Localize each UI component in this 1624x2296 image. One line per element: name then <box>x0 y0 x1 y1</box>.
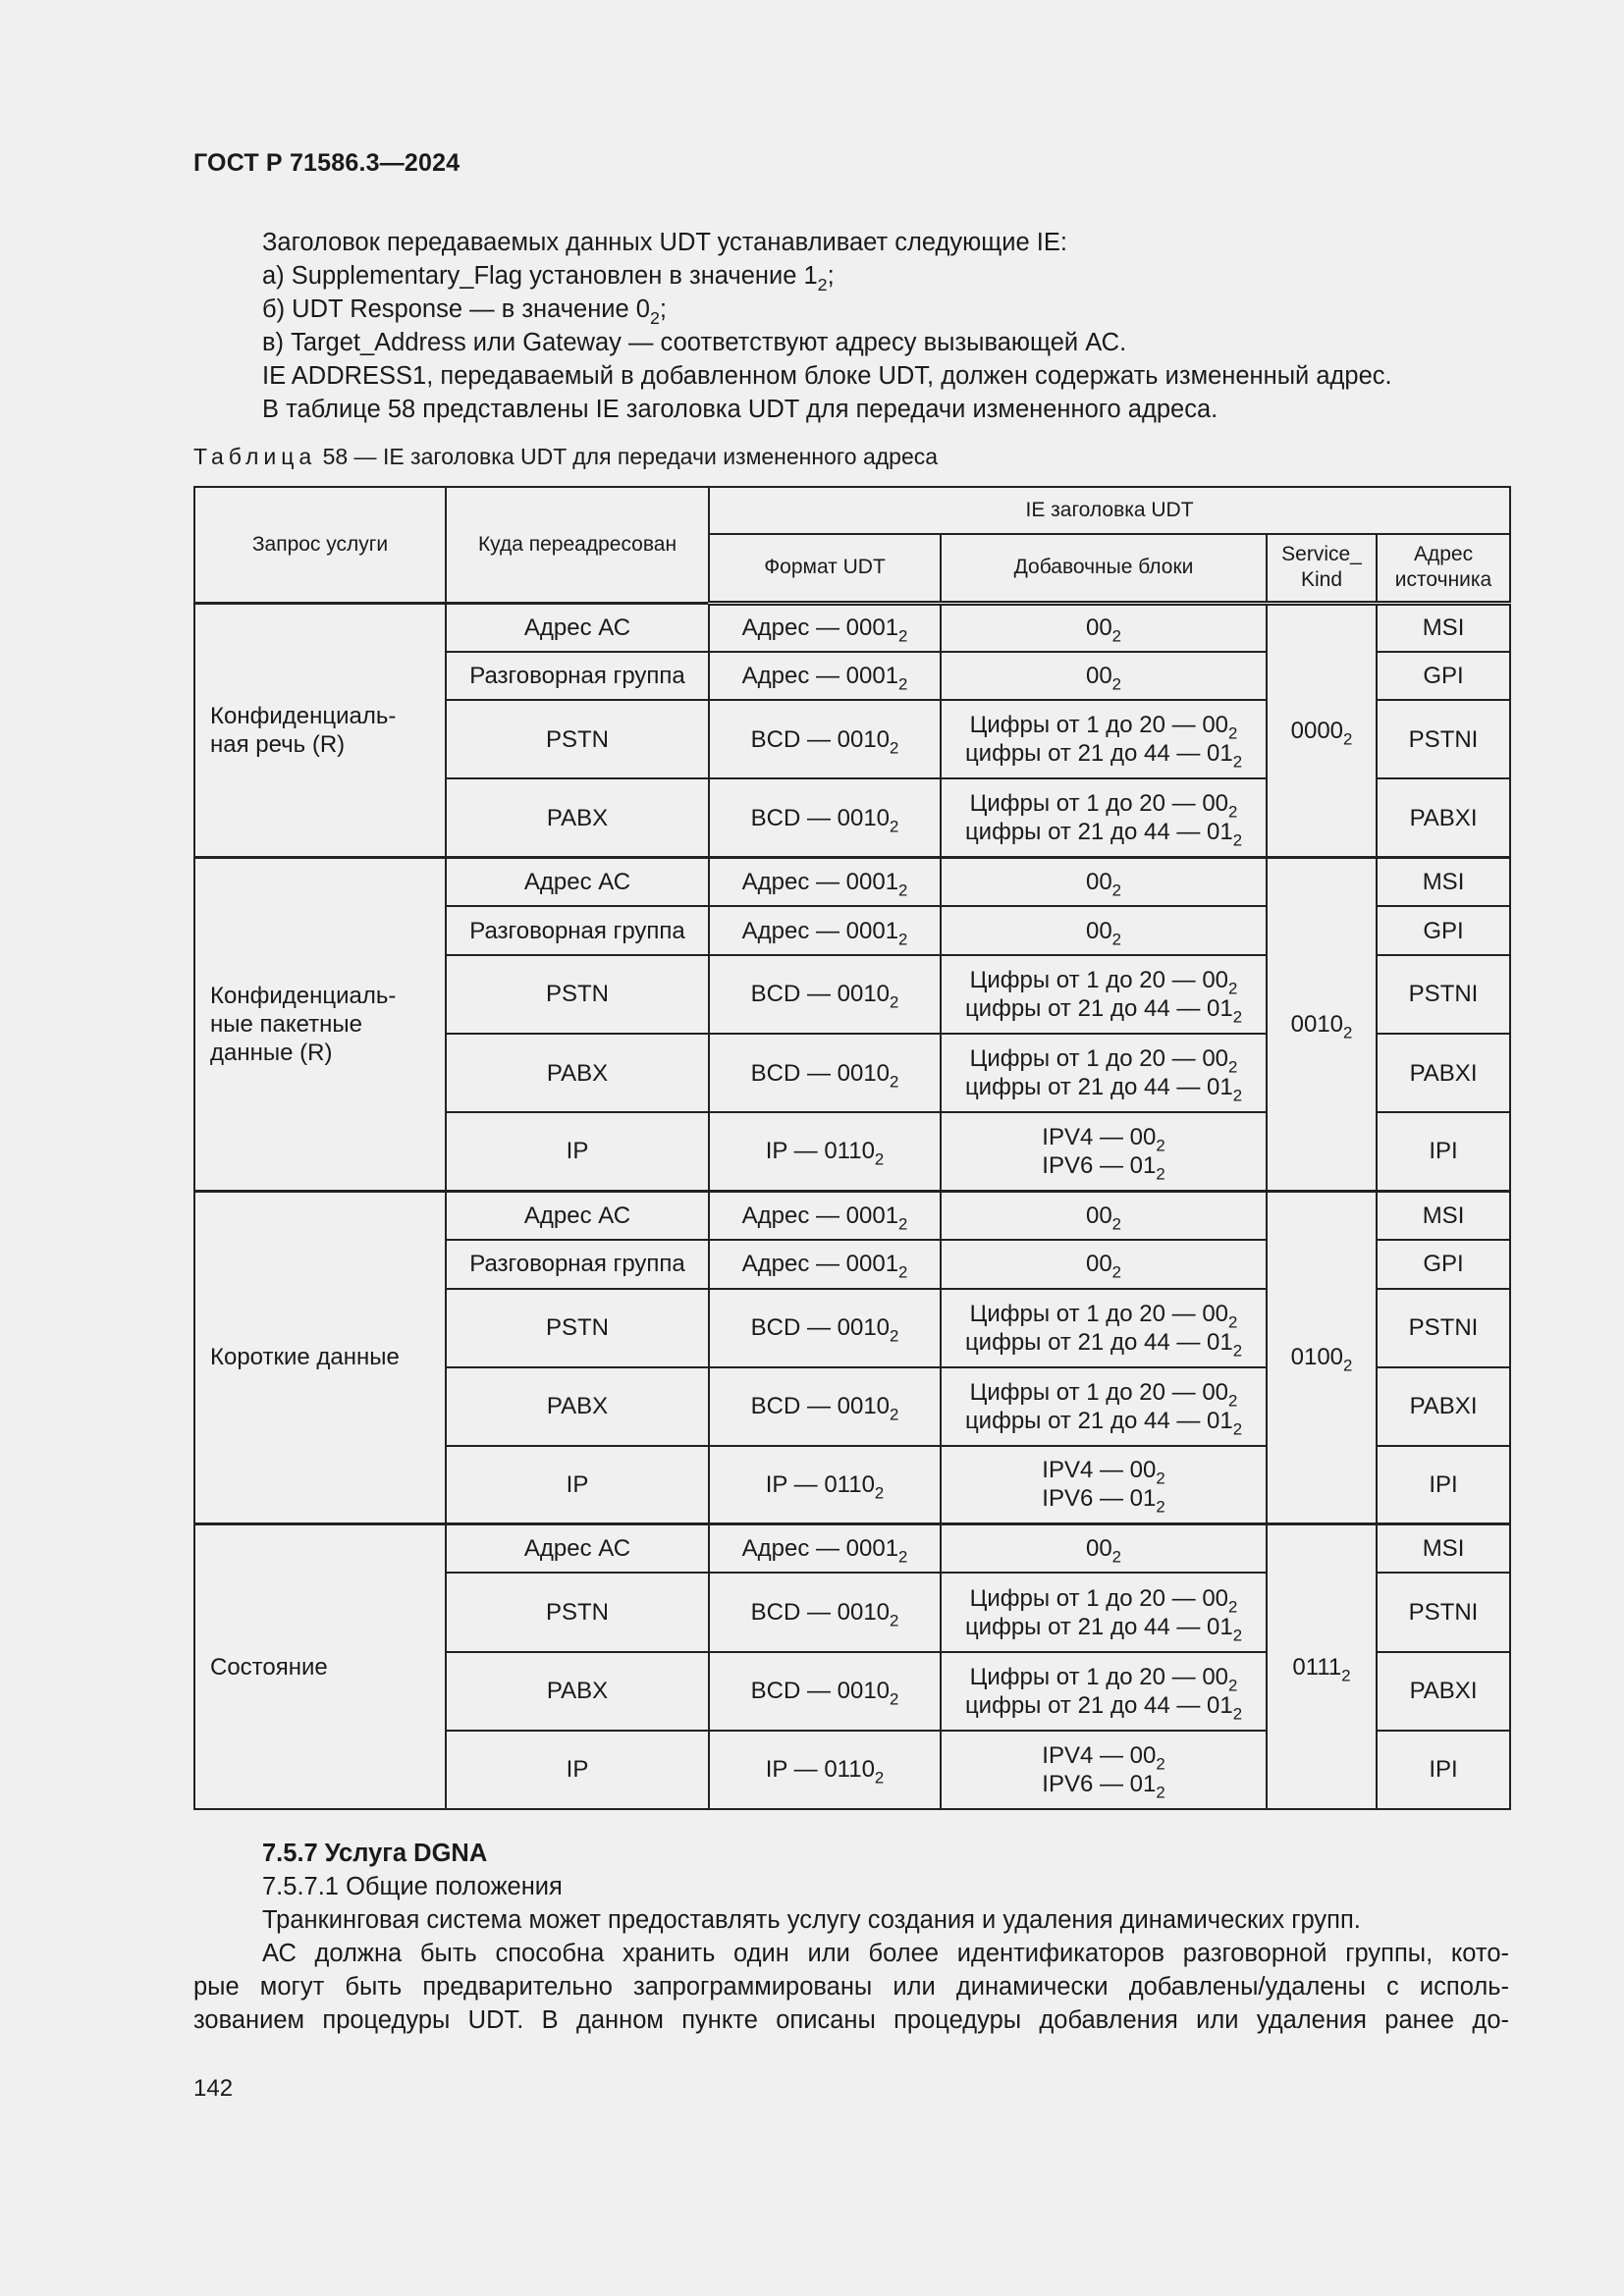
cell-source: PABXI <box>1377 1652 1510 1731</box>
cell-blocks: Цифры от 1 до 20 — $00_2$ цифры от 21 до 44 — $01_2$ <box>941 1367 1267 1446</box>
cell-source: IPI <box>1377 1731 1510 1809</box>
cell-destination: PABX <box>446 1034 709 1112</box>
cell-format: Адрес — $0001_2$ <box>709 1240 941 1289</box>
paragraph-line: зованием процедуры UDT. В данном пункте описаны процедуры добавления или удаления ранее до- <box>193 2006 1509 2034</box>
section-heading: 7.5.7 Услуга DGNA <box>262 1840 488 1867</box>
cell-destination: PABX <box>446 1367 709 1446</box>
paragraph-line: АС должна быть способна хранить один или более идентификаторов разговорной группы, кото- <box>262 1940 1509 1967</box>
page-number: 142 <box>193 2075 234 2102</box>
cell-destination: PSTN <box>446 1289 709 1367</box>
cell-format: BCD — $0010_2$ <box>709 1573 941 1651</box>
cell-source: GPI <box>1377 1240 1510 1289</box>
cell-blocks: $00_2$ <box>941 1240 1267 1289</box>
cell-blocks: IPV4 — $00_2$ IPV6 — $01_2$ <box>941 1446 1267 1524</box>
cell-source: MSI <box>1377 1191 1510 1240</box>
cell-format: Адрес — $0001_2$ <box>709 858 941 907</box>
cell-blocks: Цифры от 1 до 20 — $00_2$ цифры от 21 до 44 — $01_2$ <box>941 778 1267 857</box>
cell-blocks: Цифры от 1 до 20 — $00_2$ цифры от 21 до 44 — $01_2$ <box>941 700 1267 778</box>
cell-source: MSI <box>1377 858 1510 907</box>
cell-service-kind: $0100_2$ <box>1267 1191 1377 1524</box>
cell-source: PSTNI <box>1377 700 1510 778</box>
intro-item-c: в) Target_Address или Gateway — соответствуют адресу вызывающей АС. <box>262 329 1127 356</box>
cell-destination: PSTN <box>446 1573 709 1651</box>
cell-format: BCD — $0010_2$ <box>709 700 941 778</box>
header-blocks: Добавочные блоки <box>941 534 1267 603</box>
cell-destination: PSTN <box>446 700 709 778</box>
cell-format: BCD — $0010_2$ <box>709 778 941 857</box>
cell-format: IP — $0110_2$ <box>709 1446 941 1524</box>
cell-blocks: $00_2$ <box>941 906 1267 955</box>
cell-destination: IP <box>446 1731 709 1809</box>
cell-blocks: IPV4 — $00_2$ IPV6 — $01_2$ <box>941 1731 1267 1809</box>
cell-source: PABXI <box>1377 1367 1510 1446</box>
cell-blocks: $00_2$ <box>941 1524 1267 1574</box>
cell-blocks: $00_2$ <box>941 652 1267 701</box>
cell-source: PSTNI <box>1377 1573 1510 1651</box>
section-7-5-7 <box>193 1837 1509 2037</box>
cell-format: BCD — $0010_2$ <box>709 1652 941 1731</box>
cell-source: MSI <box>1377 603 1510 652</box>
cell-source: IPI <box>1377 1112 1510 1191</box>
cell-format: Адрес — $0001_2$ <box>709 652 941 701</box>
cell-blocks: Цифры от 1 до 20 — $00_2$ цифры от 21 до 44 — $01_2$ <box>941 955 1267 1034</box>
cell-format: IP — $0110_2$ <box>709 1112 941 1191</box>
cell-blocks: Цифры от 1 до 20 — $00_2$ цифры от 21 до 44 — $01_2$ <box>941 1034 1267 1112</box>
intro-line: В таблице 58 представлены IE заголовка UDT для передачи измененного адреса. <box>262 396 1218 423</box>
cell-format: BCD — $0010_2$ <box>709 1367 941 1446</box>
cell-blocks: IPV4 — $00_2$ IPV6 — $01_2$ <box>941 1112 1267 1191</box>
header-redirect: Куда переадресован <box>446 487 709 603</box>
table-row <box>194 1524 1510 1574</box>
cell-blocks: Цифры от 1 до 20 — $00_2$ цифры от 21 до 44 — $01_2$ <box>941 1573 1267 1651</box>
intro-text <box>193 226 1509 426</box>
table-row <box>194 1191 1510 1240</box>
cell-destination: IP <box>446 1112 709 1191</box>
section-subheading: 7.5.7.1 Общие положения <box>262 1873 563 1900</box>
cell-source: PSTNI <box>1377 1289 1510 1367</box>
table-caption <box>193 444 938 470</box>
cell-destination: Разговорная группа <box>446 1240 709 1289</box>
cell-destination: PABX <box>446 778 709 857</box>
cell-source: PABXI <box>1377 1034 1510 1112</box>
cell-destination: Адрес АС <box>446 1191 709 1240</box>
cell-blocks: Цифры от 1 до 20 — $00_2$ цифры от 21 до 44 — $01_2$ <box>941 1652 1267 1731</box>
cell-format: Адрес — $0001_2$ <box>709 906 941 955</box>
header-request: Запрос услуги <box>194 487 446 603</box>
cell-request: Конфиденциаль- ная речь (R) <box>194 603 446 858</box>
cell-destination: Адрес АС <box>446 858 709 907</box>
paragraph: Транкинговая система может предоставлять услугу создания и удаления динамических групп. <box>262 1906 1361 1934</box>
cell-destination: Адрес АС <box>446 1524 709 1574</box>
cell-source: PSTNI <box>1377 955 1510 1034</box>
cell-source: GPI <box>1377 906 1510 955</box>
cell-source: IPI <box>1377 1446 1510 1524</box>
cell-destination: Разговорная группа <box>446 906 709 955</box>
cell-destination: Адрес АС <box>446 603 709 652</box>
table-body <box>194 603 1510 1809</box>
cell-source: GPI <box>1377 652 1510 701</box>
cell-service-kind: $0111_2$ <box>1267 1524 1377 1809</box>
table-row <box>194 858 1510 907</box>
ie-table-container <box>193 486 1509 1810</box>
cell-request: Состояние <box>194 1524 446 1809</box>
cell-blocks: $00_2$ <box>941 858 1267 907</box>
cell-request: Короткие данные <box>194 1191 446 1524</box>
document-header: ГОСТ Р 71586.3—2024 <box>193 149 460 177</box>
cell-format: BCD — $0010_2$ <box>709 1034 941 1112</box>
intro-line: IE ADDRESS1, передаваемый в добавленном блоке UDT, должен содержать измененный адрес. <box>262 362 1392 390</box>
cell-request: Конфиденциаль- ные пакетные данные (R) <box>194 858 446 1192</box>
ie-table <box>193 486 1511 1810</box>
cell-destination: Разговорная группа <box>446 652 709 701</box>
table-caption-word: Таблица <box>193 444 317 469</box>
header-ie-group: IE заголовка UDT <box>709 487 1510 534</box>
table-caption-text: 58 — IE заголовка UDT для передачи измененного адреса <box>316 444 939 469</box>
cell-destination: PABX <box>446 1652 709 1731</box>
cell-service-kind: $0000_2$ <box>1267 603 1377 858</box>
paragraph-line: рые могут быть предварительно запрограммированы или динамически добавлены/удалены с исполь- <box>193 1973 1509 2001</box>
cell-destination: IP <box>446 1446 709 1524</box>
intro-item-b: б) UDT Response — в значение $0_2$; <box>262 295 668 329</box>
cell-destination: PSTN <box>446 955 709 1034</box>
cell-format: BCD — $0010_2$ <box>709 955 941 1034</box>
cell-blocks: $00_2$ <box>941 1191 1267 1240</box>
header-source: Адрес источника <box>1377 534 1510 603</box>
cell-format: Адрес — $0001_2$ <box>709 1524 941 1574</box>
cell-source: MSI <box>1377 1524 1510 1574</box>
cell-service-kind: $0010_2$ <box>1267 858 1377 1192</box>
cell-format: BCD — $0010_2$ <box>709 1289 941 1367</box>
intro-item-a: а) Supplementary_Flag установлен в значение $1_2$; <box>262 262 835 295</box>
intro-line: Заголовок передаваемых данных UDT устанавливает следующие IE: <box>262 229 1067 256</box>
table-row <box>194 603 1510 652</box>
cell-source: PABXI <box>1377 778 1510 857</box>
cell-blocks: Цифры от 1 до 20 — $00_2$ цифры от 21 до 44 — $01_2$ <box>941 1289 1267 1367</box>
cell-format: IP — $0110_2$ <box>709 1731 941 1809</box>
header-service-kind: Service_ Kind <box>1267 534 1377 603</box>
cell-format: Адрес — $0001_2$ <box>709 603 941 652</box>
cell-format: Адрес — $0001_2$ <box>709 1191 941 1240</box>
header-format: Формат UDT <box>709 534 941 603</box>
cell-blocks: $00_2$ <box>941 603 1267 652</box>
